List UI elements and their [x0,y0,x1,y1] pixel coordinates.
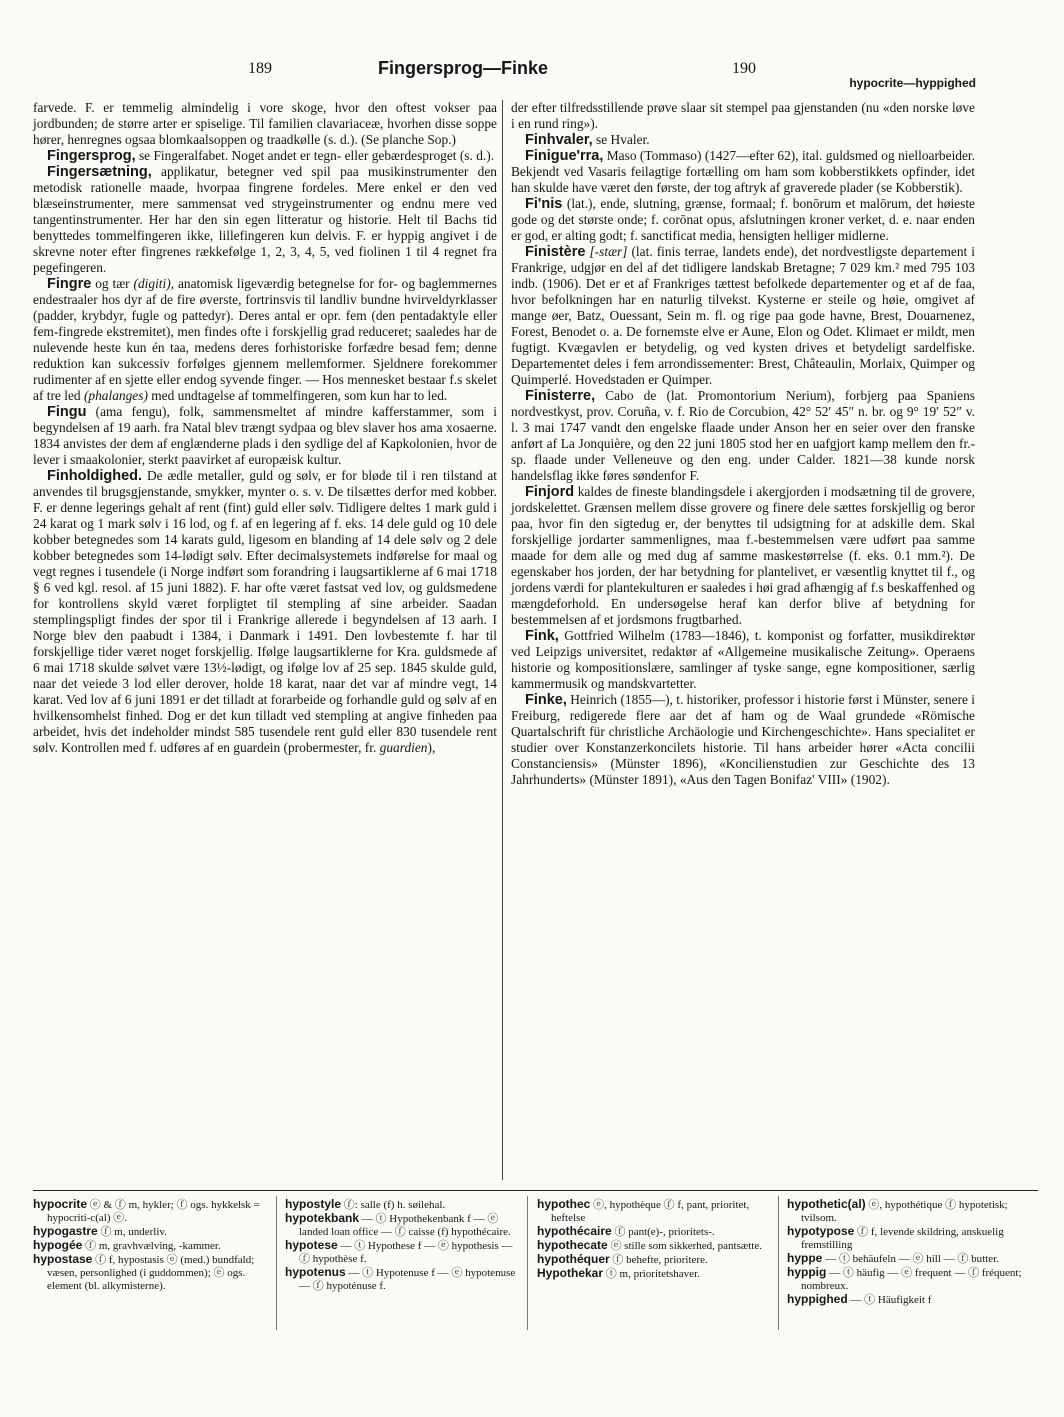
entry-finholdighed: Finholdighed. De ædle metaller, guld og sølv, er for bløde til i ren tilstand at anvendes til brugsgjenstande, smykker, mynter o. s. v. De tilsættes derfor med kobber. F. er denne legerings gehalt af rent (fint) guld eller sølv. Tidligere deltes 1 mark guld i 24 karat og 1 mark sølv i 16 lod, og f. af en legering af f. eks. 14 dele guld og 10 dele kobber betegnedes som 14 karats guld, ligesom en blanding af 14 dele sølv og 2 dele kobber betegnedes som 14-lødigt sølv. Efter decimalsystemets indførelse for maal og vegt regnes i tusendele (i Norge indført som forandring i laugsartiklerne af 6 mai 1718 § 6 ved kgl. resol. af 15 juni 1882). F. har ofte været fastsat ved lov, og guldsmedene for kontrollens skyld været forpligtet til stempling af sine arbeider. Saadan stemplingspligt findes der spor til i Frankrige allerede i begyndelsen af 13 aarh. I Norge blev den paabudt i 1384, i Danmark i 1491. Den lovbestemte f. har til forskjellige tider været noget forskjellig. Ifølge laugsartiklerne for Kra. guldsmede af 6 mai 1718 skulde sølvet være 13½-lødigt, og ifølge lov af 25 sep. 1845 skulde guld, naar det veiede 3 lod eller derover, holde 18 karat, naar det var af mindre vegt, 14 karat. Ved lov af 6 juni 1891 er det tilladt at forarbeide og forhandle guld og sølv af en hvilkensomhelst finhed. Dog er det kun tilladt ved stempling at angive finheden paa arbeidet, hvis det indeholder mindst 585 tusendele rent guld eller 830 tusendele rent sølv. Kontrollen med f. udføres af en guardein (probermester, fr. guardien), [33,468,497,755]
footer-entry: hypothecate ⓔ stille som sikkerhed, pantsætte. [537,1238,762,1252]
footer-entry: hypothéquer ⓕ beheftе, prioritere. [537,1252,708,1266]
entry-fink: Fink, Gottfried Wilhelm (1783—1846), t. komponist og forfatter, musikdirektør ved Leipzigs universitet, redaktør af «Allgemeine musikalische Zeitung». Operaens historie og kompositionslære, samlinger af tyske sange, egne kompositioner, særlig kammermusik og mandskvartetter. [511,628,975,691]
footer-entry: hyppig — ⓣ häufig — ⓔ frequent — ⓕ fréquent; nombreux. [787,1265,1022,1292]
headword: Finistère [525,244,586,260]
entry-finjord: Finjord kaldes de fineste blandingsdele i akergjorden i modsætning til de grovere, jordskelettet. Grænsen mellem disse grovere og finere dele sættes forskjellig og beror paa, hvor fin den sigtedug er, der benyttes til udsigtning for at adskille dem. Skal forskjellige jordarter sammenlignes, maa f.-bestemmelsen være udført paa samme maade for dem alle og med dug af samme maskestørrelse (f. eks. 0.1 mm.²). De egenskaber hos jorden, der har betydning for plantelivet, er væsentlig knyttet til f., og jordens værdi for plantekulturen er saaledes i høi grad afhængig af f.s beskaffenhed og mængdeforhold. En undersøgelse heraf kan derfor blive af betydning for bestemmelsen af et jordsmons frugtbarhed. [511,484,975,627]
column-divider [502,100,503,1180]
headword: Fingre [47,276,92,292]
right-column [511,100,975,788]
headword: Finjord [525,484,575,500]
entry-finiguerra: Finigue'rra, Maso (Tommaso) (1427—efter 62), ital. guldsmed og nielloarbeider. Bekjendt ved Vasaris feilagtige fortælling om ham som kobberstikkets opfinder, idet han skulde have været den første, der tog aftryk af graverede plader (se Kobberstik). [511,148,975,195]
footer-entry: hypostase ⓕ f, hypostasis ⓔ (med.) bundfald; væsen, personlighed (i guddommen); ⓔ ogs. element (bl. alkymisterne). [33,1252,255,1292]
headword: Finigue'rra, [525,148,604,164]
footer-column-2 [285,1198,521,1293]
footer-entry: hypogastre ⓕ m, underliv. [33,1224,167,1238]
page-number-left: 189 [248,60,272,77]
footer-column-3 [537,1198,773,1281]
entry-finke: Finke, Heinrich (1855—), t. historiker, professor i historie først i Münster, senere i Freiburg, redigerede flere aar det af ham og de Waal grundede «Römische Quartalschrift für christliche Archäologie und Kirchengeschichte». Hans specialitet er studier over Konstanzerkoncilets historie. Til hans arbeider hører «Acta concilii Constanciensis» (Münster 1896), «Koncilienstudien zur Geschichte des 13 Jahrhunderts» (Münster 1891), «Aus den Tagen Bonifaz' VIII» (1902). [511,692,975,787]
headword: Finholdighed. [47,468,143,484]
footer-entry: hyppe — ⓣ behäufeln — ⓔ hill — ⓕ butter. [787,1251,999,1265]
entry-finistere: Finistère [-stær] (lat. finis terrae, landets ende), det nordvestligste departement i Frankrige, udgjør en del af det tidligere landskab Bretagne; 7 029 km.² med 795 103 indb. (1906). Det er et af Frankriges tættest befolkede departementer og et af de faa, hvor befolkningen har en naturlig tilvekst. Kysterne er steile og høie, omgivet af mange øer, Batz, Ouessant, Sein m. fl. og rige paa gode havne, Brest, Douarnenez, Forest, Benodet o. a. De fornemste elve er Aune, Elon og Odet. Klimaet er mildt, men fugtigt. Kvægavlen er betydelig, og ved kysten drives et betydeligt sardelfiske. Departementet deles i fem arrondissementer: Brest, Châteaulin, Morlaix, Quimper og Quimperlé. Hovedstaden er Quimper. [511,244,975,387]
footer-column-divider [778,1196,779,1330]
entry-fingu: Fingu (ama fengu), folk, sammensmeltet af mindre kafferstammer, som i begyndelsen af 19 aarh. fra Natal blev trængt sydpaa og blev slaver hos ama xosaerne. 1834 anvistes der dem af englænderne plads i den sydlige del af Kapkolonien, hvor de lever i smaakolonier, sterkt paavirket af europæisk kultur. [33,404,497,467]
footer-divider [33,1190,1038,1191]
left-column [33,100,497,756]
footer-entry: hyppighed — ⓣ Häufigkeit f [787,1292,932,1306]
footer-entry: hypostyle ⓕ: salle (f) h. søilehal. [285,1197,446,1211]
headword: Finke, [525,692,567,708]
entry-continuation: der efter tilfredsstillende prøve slaar sit stempel paa gjenstanden (nu «den norske løve i en rund ring»). [511,100,975,131]
footer-entry: hypocrite ⓔ & ⓕ m, hykler; ⓕ ogs. hykkelsk = hypocriti-c(al) ⓔ. [33,1197,260,1224]
page-header [0,58,1064,98]
footer-column-4 [787,1198,1023,1307]
footer-column-divider [527,1196,528,1330]
entry-fingre: Fingre og tær (digiti), anatomisk ligeværdig betegnelse for for- og baglemmernes endestraaler hos dyr af de fire øverste, fortrinsvis til landliv bundne hvirveldyrklasser (padder, krybdyr, fugle og pattedyr). Deres antal er opr. fem (den pentadaktyle eller fem-fingrede ekstremitet), men findes ofte i forskjellig grad reduceret; saaledes har de nulevende heste kun én taa, medens deres forhistoriske forfædre besad fem; denne reduktion kan sukcessiv forfølges gjennem mellemformer. Sjeldnere forekommer rudimenter af en sjette eller endog syvende finger. — Hos mennesket bestaar f.s skelet af tre led (phalanges) med undtagelse af tommelfingeren, som kun har to led. [33,276,498,403]
headword: Fingersætning, [47,164,152,180]
entry-finhvaler: Finhvaler, se Hvaler. [525,132,650,148]
footer-column-1 [33,1198,269,1293]
footer-entry: hypothec ⓔ, hypothèque ⓕ f, pant, prioritet, heftelse [537,1197,750,1224]
footer-entry: hypotenus — ⓣ Hypotenuse f — ⓔ hypotenuse — ⓕ hypoténuse f. [285,1265,516,1292]
footer-entry: hypotekbank — ⓣ Hypothekenbank f — ⓔ landed loan office — ⓕ caisse (f) hypothécaire. [285,1211,511,1238]
entry-finis: Fi'nis (lat.), ende, slutning, grænse, formaal; f. bonōrum et malōrum, det høieste gode og det største onde; f. corōnat opus, afslutningen kroner verket, d. e. naar enden er god, er alting godt; f. sanctificat media, hensigten helliger midlerne. [511,196,975,243]
headword: Fi'nis [525,196,563,212]
headword: Finhvaler, [525,132,593,148]
headword: Fingersprog, [47,148,136,164]
footer-entry: hypothécaire ⓕ pant(e)-, prioritets-. [537,1224,715,1238]
headword: Finisterre, [525,388,596,404]
entry-finisterre: Finisterre, Cabo de (lat. Promontorium Nerium), forbjerg paa Spaniens nordvestkyst, prov. Coruña, v. f. Rio de Corcubion, 42° 52′ 45″ n. br. og 9° 19′ 52″ v. l. 3 mai 1747 vandt den engelske flaade under Anson her en seier over den franske anført af La Jonquière, og den 22 juni 1805 stod her en uafgjort kamp mellem den fr.-sp. flaade under Velleneuve og den eng. under Calder. 1821—38 kunde norsk handelsflag ikke føres søndenfor F. [511,388,975,483]
footer-entry: hypothetic(al) ⓔ, hypothétique ⓕ hypotetisk; tvilsom. [787,1197,1008,1224]
footer-entry: hypotese — ⓣ Hypothese f — ⓔ hypothesis — ⓕ hypothèse f. [285,1238,513,1265]
entry-continuation: farvede. F. er temmelig almindelig i vore skoge, hvor den oftest vokser paa jordbunden; de større arter er spiselige. Til familien clavariaceæ, hvorhen disse soppe hører, henregnes ogsaa blomkaalsoppen og traadkølle (s. d.). (Se planche Sop.) [33,100,497,147]
footer-entry: hypogée ⓕ m, gravhvælving, -kammer. [33,1238,221,1252]
footer-column-divider [276,1196,277,1330]
page-title: Fingersprog—Finke [378,58,549,78]
entry-fingersaetning: Fingersætning, applikatur, betegner ved spil paa musikinstrumenter den metodisk rationelle maade, hvorpaa fingrene fordeles. Mere enkel er den ved blæseinstrumenter, mere sammensat ved strygeinstrumenter og endnu mere ved tangentinstrumenter. Her har den sin egen litteratur og historie. Helt til Bachs tid benyttedes tommelfingeren ikke, lillefingeren kun delvis. F. er hyppig angivet i de skrevne noter efter fingrenes rækkefølge 1, 2, 3, 4, 5, ved fiolinen 1 til 4 regnet fra pegefingeren. [33,164,497,275]
entry-fingersprog: Fingersprog, se Fingeralfabet. Noget andet er tegn- eller gebærdesproget (s. d.). [47,148,495,164]
headword: Fingu [47,404,87,420]
footer-entry: hypotypose ⓕ f, levende skildring, anskuelig fremstilling [787,1224,1004,1251]
page-number-right: 190 [732,60,756,77]
headword: Fink, [525,628,559,644]
running-head-right: hypocrite—hyppighed [849,76,976,90]
footer-entry: Hypothekar ⓣ m, prioritetshaver. [537,1266,700,1280]
